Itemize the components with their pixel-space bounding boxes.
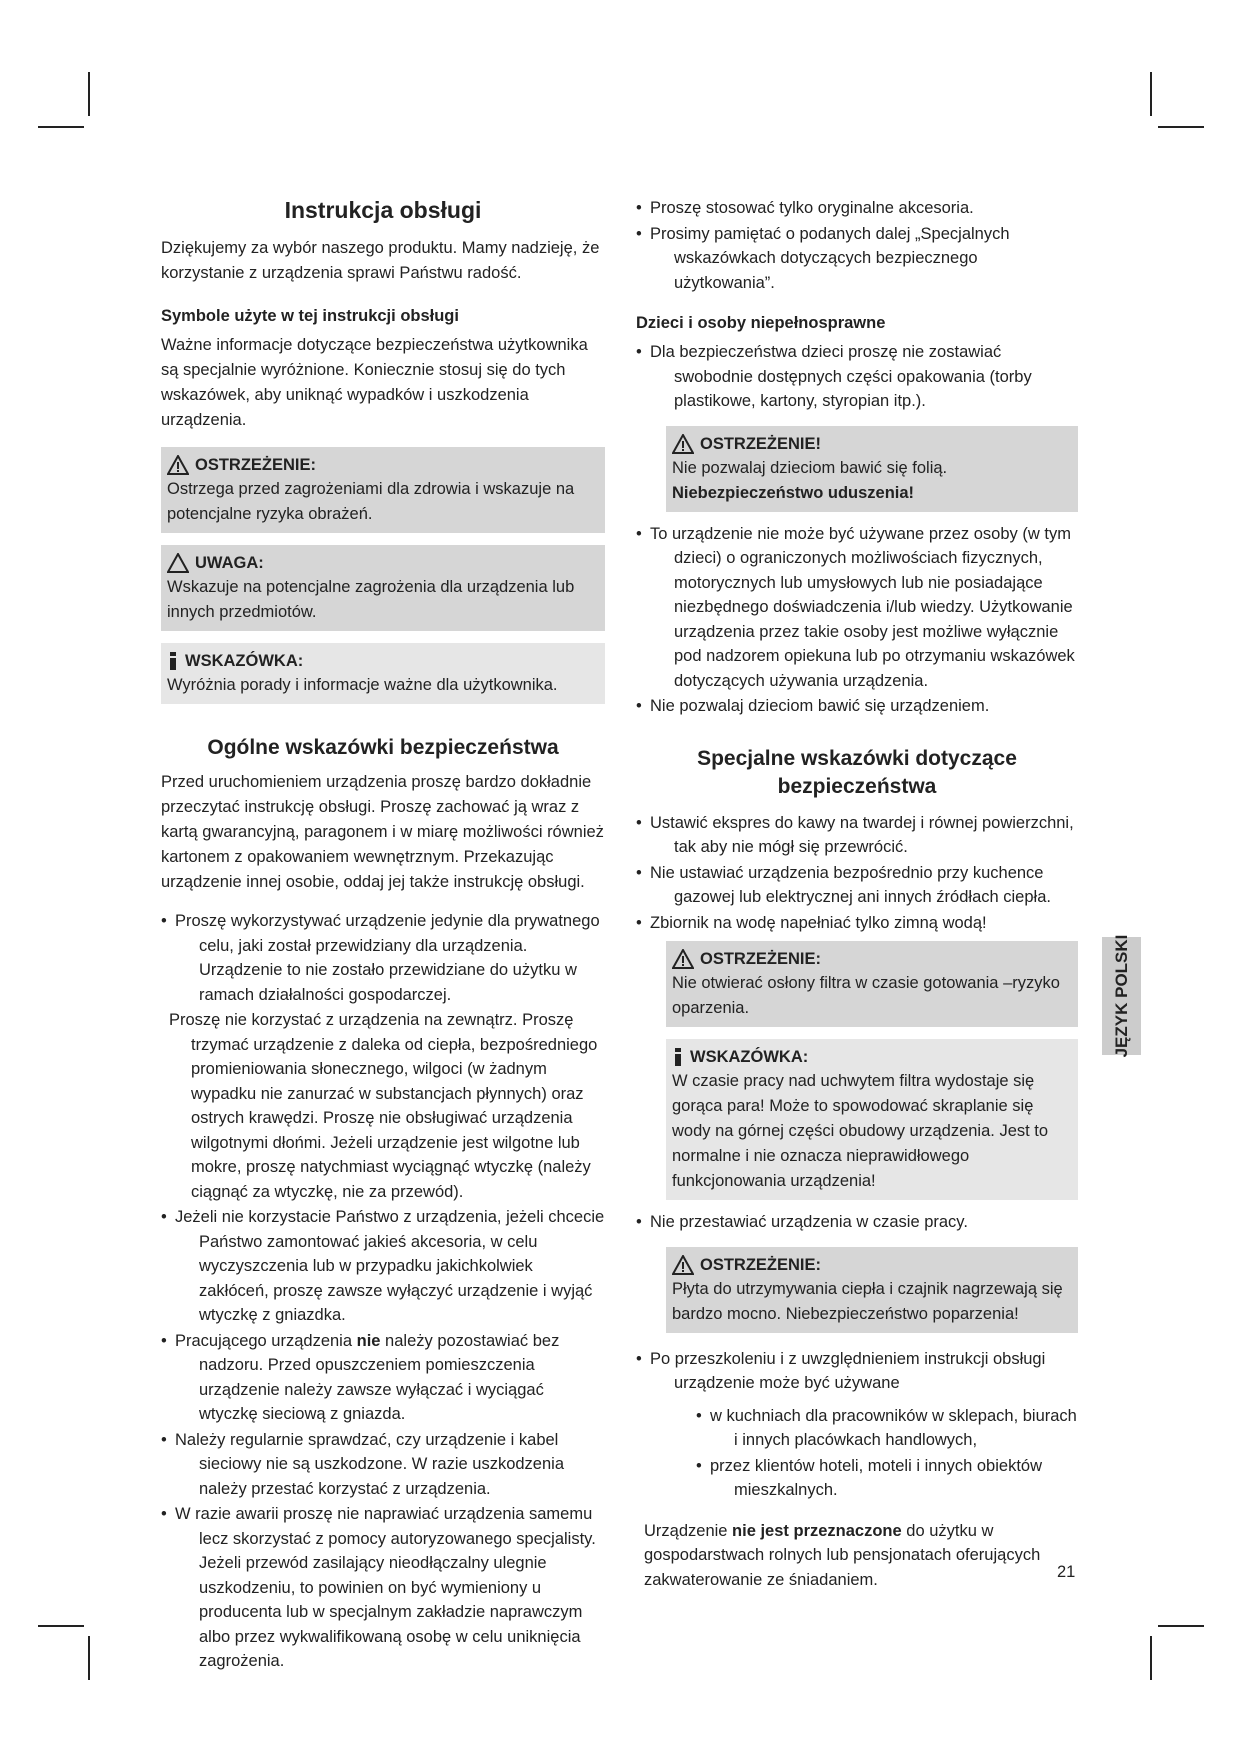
- note-box-title: [167, 649, 599, 673]
- right-column: [636, 196, 1078, 1592]
- warning-label: OSTRZEŻENIE:: [700, 1255, 822, 1274]
- warning-triangle-icon: [672, 949, 694, 969]
- special-bullets-3: [636, 1347, 1078, 1503]
- text-part: do użytku w gospodarstwach rolnych lub pensjonatach oferujących zakwaterowanie ze śniadaniem.: [644, 1521, 1041, 1589]
- list-item: Proszę nie korzystać z urządzenia na zewnątrz. Proszę trzymać urządzenie z daleka od ciepła, bezpośredniego promieniowania słonecznego, wilgoci (w żadnym wypadku nie zanurzać w substancjach płynnych) oraz ostrych krawędzi. Proszę nie obsługiwać urządzenia wilgotnymi dłońmi. Jeżeli urządzenie jest wilgotne lub mokre, proszę natychmiast wyciągnąć wtyczkę (należy ciągnąć za wtyczkę, nie za przewód).: [169, 1011, 598, 1201]
- note-box-steam: [666, 1039, 1078, 1200]
- info-icon: [167, 651, 179, 671]
- warning-text: Nie otwierać osłony filtra w czasie gotowania –ryzyko oparzenia.: [672, 974, 1060, 1017]
- text-part: Nie pozwalaj dzieciom bawić się folią.: [672, 458, 948, 477]
- warning-box-hotplate: [666, 1247, 1078, 1333]
- crop-mark: [1150, 1636, 1152, 1680]
- warning-triangle-icon: [672, 434, 694, 454]
- warning-box-filter: [666, 941, 1078, 1027]
- crop-mark: [38, 126, 84, 128]
- text-part-bold: Niebezpieczeństwo uduszenia!: [672, 483, 915, 502]
- special-bullets: [636, 811, 1078, 936]
- note-label: WSKAZÓWKA:: [185, 652, 304, 670]
- list-item: • Proszę wykorzystywać urządzenie jedynie dla prywatnego celu, jaki został przewidziany dla urządzenia. Urządzenie to nie zostało przewidziane do użytku w ramach działalności gospodarczej.: [161, 909, 605, 1007]
- general-safety-title: Ogólne wskazówki bezpieczeństwa: [207, 736, 559, 759]
- warning-box-title: [167, 453, 599, 477]
- list-item: • Należy regularnie sprawdzać, czy urządzenie i kabel sieciowy nie są uszkodzone. W razie uszkodzenia należy przestać korzystać z urządzenia.: [161, 1428, 605, 1502]
- list-item: [636, 1347, 1078, 1503]
- symbols-text: Ważne informacje dotyczące bezpieczeństwa użytkownika są specjalnie wyróżnione. Koniecznie stosuj się do tych wskazówek, aby uniknąć wypadków i uszkodzenia urządzenia.: [161, 336, 588, 429]
- list-item: • Nie przestawiać urządzenia w czasie pracy.: [636, 1210, 1078, 1235]
- text-part: Po przeszkoleniu i z uwzględnieniem instrukcji obsługi urządzenie może być używane: [650, 1349, 1046, 1392]
- crop-mark: [1150, 72, 1152, 116]
- list-item: • Prosimy pamiętać o podanych dalej „Specjalnych wskazówkach dotyczących bezpiecznego użytkowania”.: [636, 222, 1078, 296]
- warning-triangle-icon: [672, 1255, 694, 1275]
- warning-box-title: [672, 432, 1072, 456]
- text-part-bold: nie jest przeznaczone: [732, 1521, 902, 1540]
- accessory-bullets: [636, 196, 1078, 295]
- sub-bullets: [696, 1404, 1078, 1503]
- note-text: W czasie pracy nad uchwytem filtra wydostaje się gorąca para! Może to spowodować skraplanie się wody na górnej części obudowy urządzenia. Jest to normalne i nie oznacza nieprawidłowego funkcjonowania urządzenia!: [672, 1072, 1049, 1190]
- warning-text: Płyta do utrzymywania ciepła i czajnik nagrzewają się bardzo mocno. Niebezpieczeństwo poparzenia!: [672, 1279, 1063, 1323]
- children-bullets: [636, 340, 1078, 414]
- children-heading: Dzieci i osoby niepełnosprawne: [636, 314, 886, 332]
- list-item: • Zbiornik na wodę napełniać tylko zimną wodą!: [636, 911, 1078, 936]
- general-bullets: [161, 909, 605, 1674]
- note-label: WSKAZÓWKA:: [690, 1048, 809, 1066]
- list-item: • Jeżeli nie korzystacie Państwo z urządzenia, jeżeli chcecie Państwo zamontować jakieś akcesoria, w celu wyczyszczenia lub w przypadku jakichkolwiek zakłóceń, proszę zawsze wyłączyć urządzenie i wyjąć wtyczkę z gniazdka.: [161, 1205, 605, 1328]
- text-part-bold: nie: [356, 1331, 381, 1350]
- warning-text: Ostrzega przed zagrożeniami dla zdrowia i wskazuje na potencjalne ryzyka obrażeń.: [167, 480, 575, 523]
- warning-box-title: [672, 1253, 1072, 1277]
- list-item: • Dla bezpieczeństwa dzieci proszę nie zostawiać swobodnie dostępnych części opakowania (torby plastikowe, kartony, styropian itp.).: [636, 340, 1078, 414]
- page-title: Instrukcja obsługi: [284, 197, 482, 223]
- crop-mark: [88, 1636, 90, 1680]
- caution-box-title: [167, 551, 599, 575]
- list-item: • Nie ustawiać urządzenia bezpośrednio przy kuchence gazowej lub elektrycznej ani innych źródłach ciepła.: [636, 861, 1078, 910]
- caution-box: [161, 545, 605, 631]
- page-number: 21: [1057, 1563, 1076, 1581]
- warning-label: OSTRZEŻENIE:: [195, 456, 317, 474]
- language-side-tab: [1102, 934, 1141, 1058]
- intro-text: Dziękujemy za wybór naszego produktu. Mamy nadzieję, że korzystanie z urządzenia sprawi Państwu radość.: [161, 239, 600, 282]
- list-item: • W razie awarii proszę nie naprawiać urządzenia samemu lecz skorzystać z pomocy autoryzowanego specjalisty. Jeżeli przewód zasilający nieodłączalny ulegnie uszkodzeniu, to powinien on być wymieniony u producenta lub w specjalnym zakładzie naprawczym albo przez wykwalifikowaną osobę w celu uniknięcia zagrożenia.: [161, 1502, 605, 1674]
- language-label: JĘZYK POLSKI: [1111, 934, 1131, 1058]
- list-item: • Proszę stosować tylko oryginalne akcesoria.: [636, 196, 1078, 221]
- list-item: • Ustawić ekspres do kawy na twardej i równej powierzchni, tak aby nie mógł się przewrócić.: [636, 811, 1078, 860]
- text-part: należy pozostawiać bez nadzoru. Przed opuszczeniem pomieszczenia urządzenie należy zawsze wyłączać i wyciągać wtyczkę sieciową z gniazda.: [199, 1331, 560, 1423]
- note-box: [161, 643, 605, 704]
- crop-mark: [88, 72, 90, 116]
- symbols-heading: Symbole użyte w tej instrukcji obsługi: [161, 307, 459, 325]
- text-part: Urządzenie: [644, 1521, 733, 1540]
- caution-text: Wskazuje na potencjalne zagrożenia dla urządzenia lub innych przedmiotów.: [167, 578, 575, 621]
- caution-label: UWAGA:: [195, 554, 264, 572]
- warning-label: OSTRZEŻENIE!: [700, 434, 822, 453]
- info-icon: [672, 1047, 684, 1067]
- warning-label: OSTRZEŻENIE:: [700, 950, 822, 968]
- list-item: • Nie pozwalaj dzieciom bawić się urządzeniem.: [636, 694, 1078, 719]
- children-bullets-2: [636, 522, 1078, 719]
- crop-mark: [1158, 126, 1204, 128]
- list-item: • To urządzenie nie może być używane przez osoby (w tym dzieci) o ograniczonych możliwościach fizycznych, motorycznych lub umysłowych lub nie posiadające niezbędnego doświadczenia i/lub wiedzy. Użytkowanie urządzenia przez takie osoby jest możliwe wyłącznie pod nadzorem opiekuna lub po otrzymaniu wskazówek dotyczących używania urządzenia.: [636, 522, 1078, 694]
- usage-restriction-text: [636, 1519, 1078, 1593]
- left-column: [161, 196, 605, 1675]
- warning-box-children: [666, 426, 1078, 512]
- warning-box: [161, 447, 605, 533]
- list-item: [161, 1329, 605, 1427]
- warning-triangle-icon: [167, 455, 189, 475]
- special-safety-title: Specjalne wskazówki dotyczące bezpieczeństwa: [697, 746, 1017, 798]
- note-box-title: [672, 1045, 1072, 1069]
- list-item: • w kuchniach dla pracowników w sklepach, biurach i innych placówkach handlowych,: [696, 1404, 1078, 1453]
- warning-text: [672, 456, 1072, 506]
- crop-mark: [1158, 1625, 1204, 1627]
- list-item: • przez klientów hoteli, moteli i innych obiektów mieszkalnych.: [696, 1454, 1078, 1503]
- general-intro: Przed uruchomieniem urządzenia proszę bardzo dokładnie przeczytać instrukcję obsługi. Proszę zachować ją wraz z kartą gwarancyjną, paragonem i w miarę możliwości również kartonem z opakowaniem wewnętrznym. Przekazując urządzenie innej osobie, oddaj jej także instrukcję obsługi.: [161, 773, 604, 891]
- warning-box-title: [672, 947, 1072, 971]
- crop-mark: [38, 1625, 84, 1627]
- special-bullets-2: [636, 1210, 1078, 1235]
- note-text: Wyróżnia porady i informacje ważne dla użytkownika.: [167, 676, 558, 694]
- text-part: Pracującego urządzenia: [175, 1331, 357, 1350]
- caution-triangle-icon: [167, 553, 189, 573]
